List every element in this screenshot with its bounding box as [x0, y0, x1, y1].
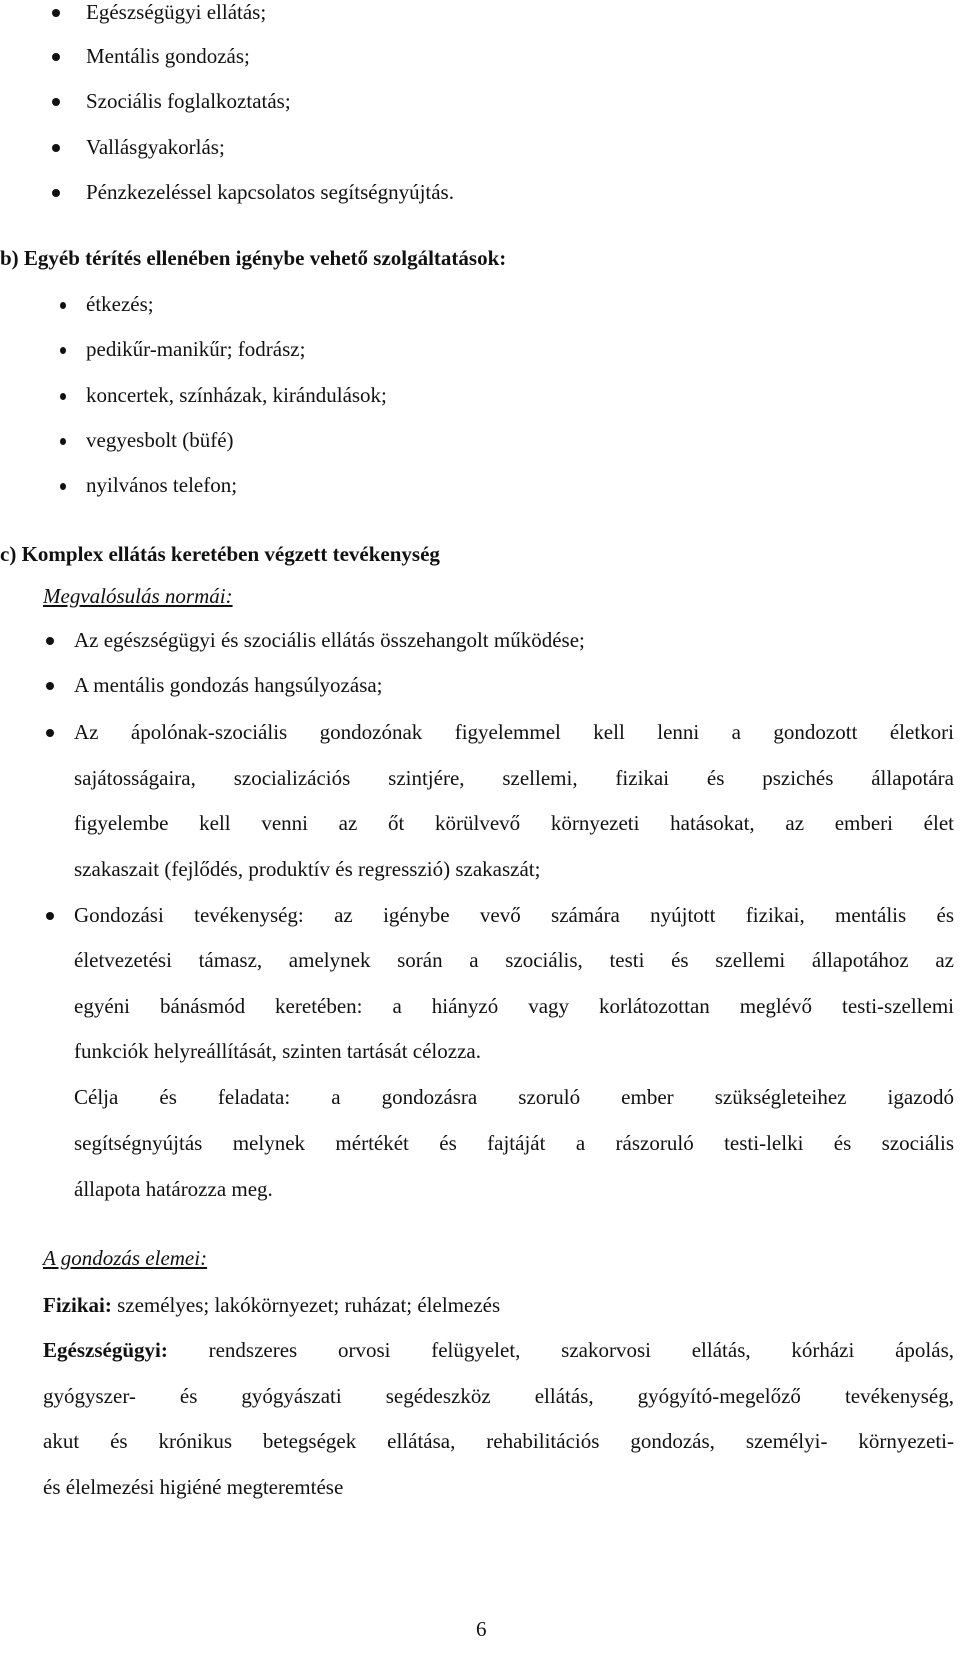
paragraph-line: gyógyszer- és gyógyászati segédeszköz ellátás, gyógyító-megelőző tevékenység,	[43, 1384, 954, 1408]
paragraph-line: Gondozási tevékenység: az igénybe vevő számára nyújtott fizikai, mentális és	[74, 903, 954, 927]
paragraph-line: állapota határozza meg.	[74, 1177, 273, 1201]
bullet-icon	[60, 302, 66, 309]
bullet-icon	[46, 912, 54, 920]
bullet-icon	[52, 189, 60, 197]
list-item: Pénzkezeléssel kapcsolatos segítségnyújtás.	[86, 180, 454, 204]
bullet-icon	[60, 483, 66, 490]
paragraph-line: egyéni bánásmód keretében: a hiányzó vagy korlátozottan meglévő testi-szellemi	[74, 994, 954, 1018]
paragraph-line: funkciók helyreállítását, szinten tartását célozza.	[74, 1039, 481, 1063]
physical-label: Fizikai:	[43, 1293, 112, 1317]
list-item: A mentális gondozás hangsúlyozása;	[74, 673, 383, 697]
bullet-icon	[46, 729, 54, 737]
paragraph-line: és élelmezési higiéné megteremtése	[43, 1475, 344, 1499]
physical-line	[43, 1293, 500, 1318]
section-c-heading: c) Komplex ellátás keretében végzett tevékenység	[0, 542, 440, 566]
paragraph-line: akut és krónikus betegségek ellátása, rehabilitációs gondozás, személyi- környezeti-	[43, 1429, 954, 1453]
bullet-icon	[60, 438, 66, 445]
bullet-icon	[46, 682, 54, 690]
list-item: Vallásgyakorlás;	[86, 135, 225, 159]
list-item: Mentális gondozás;	[86, 44, 250, 68]
list-item: Szociális foglalkoztatás;	[86, 89, 291, 113]
bullet-icon	[60, 347, 66, 354]
paragraph-line: Célja és feladata: a gondozásra szoruló ember szükségleteihez igazodó	[74, 1085, 954, 1109]
paragraph-line: életvezetési támasz, amelynek során a szociális, testi és szellemi állapotához az	[74, 948, 954, 972]
paragraph-line: segítségnyújtás melynek mértékét és fajtáját a rászoruló testi-lelki és szociális	[74, 1131, 954, 1155]
list-item: étkezés;	[86, 292, 154, 316]
section-b-heading: b) Egyéb térítés ellenében igénybe vehető szolgáltatások:	[0, 246, 507, 270]
paragraph-line: figyelembe kell venni az őt körülvevő környezeti hatásokat, az emberi élet	[74, 811, 954, 835]
list-item: Egészségügyi ellátás;	[86, 0, 267, 24]
list-item: nyilvános telefon;	[86, 473, 238, 497]
list-item: Az egészségügyi és szociális ellátás összehangolt működése;	[74, 628, 585, 652]
section-c-subheading: Megvalósulás normái:	[43, 584, 233, 608]
bullet-icon	[46, 637, 54, 645]
elements-heading: A gondozás elemei:	[43, 1246, 208, 1270]
list-item: vegyesbolt (büfé)	[86, 428, 234, 452]
paragraph-line: sajátosságaira, szocializációs szintjére, szellemi, fizikai és pszichés állapotára	[74, 766, 954, 790]
bullet-icon	[60, 393, 66, 400]
paragraph-line: szakaszait (fejlődés, produktív és regresszió) szakaszát;	[74, 857, 541, 881]
list-item: pedikűr-manikűr; fodrász;	[86, 337, 306, 361]
physical-text: személyes; lakókörnyezet; ruházat; élelmezés	[111, 1293, 501, 1317]
bullet-icon	[52, 144, 60, 152]
list-item: koncertek, színházak, kirándulások;	[86, 383, 387, 407]
bullet-icon	[52, 98, 60, 106]
bullet-icon	[52, 53, 60, 61]
health-label: Egészségügyi:	[43, 1338, 168, 1362]
health-line	[43, 1338, 954, 1363]
health-text: rendszeres orvosi felügyelet, szakorvosi ellátás, kórházi ápolás,	[167, 1338, 954, 1362]
paragraph-line: Az ápolónak-szociális gondozónak figyelemmel kell lenni a gondozott életkori	[74, 720, 954, 744]
bullet-icon	[52, 9, 60, 17]
page-number: 6	[476, 1617, 487, 1641]
